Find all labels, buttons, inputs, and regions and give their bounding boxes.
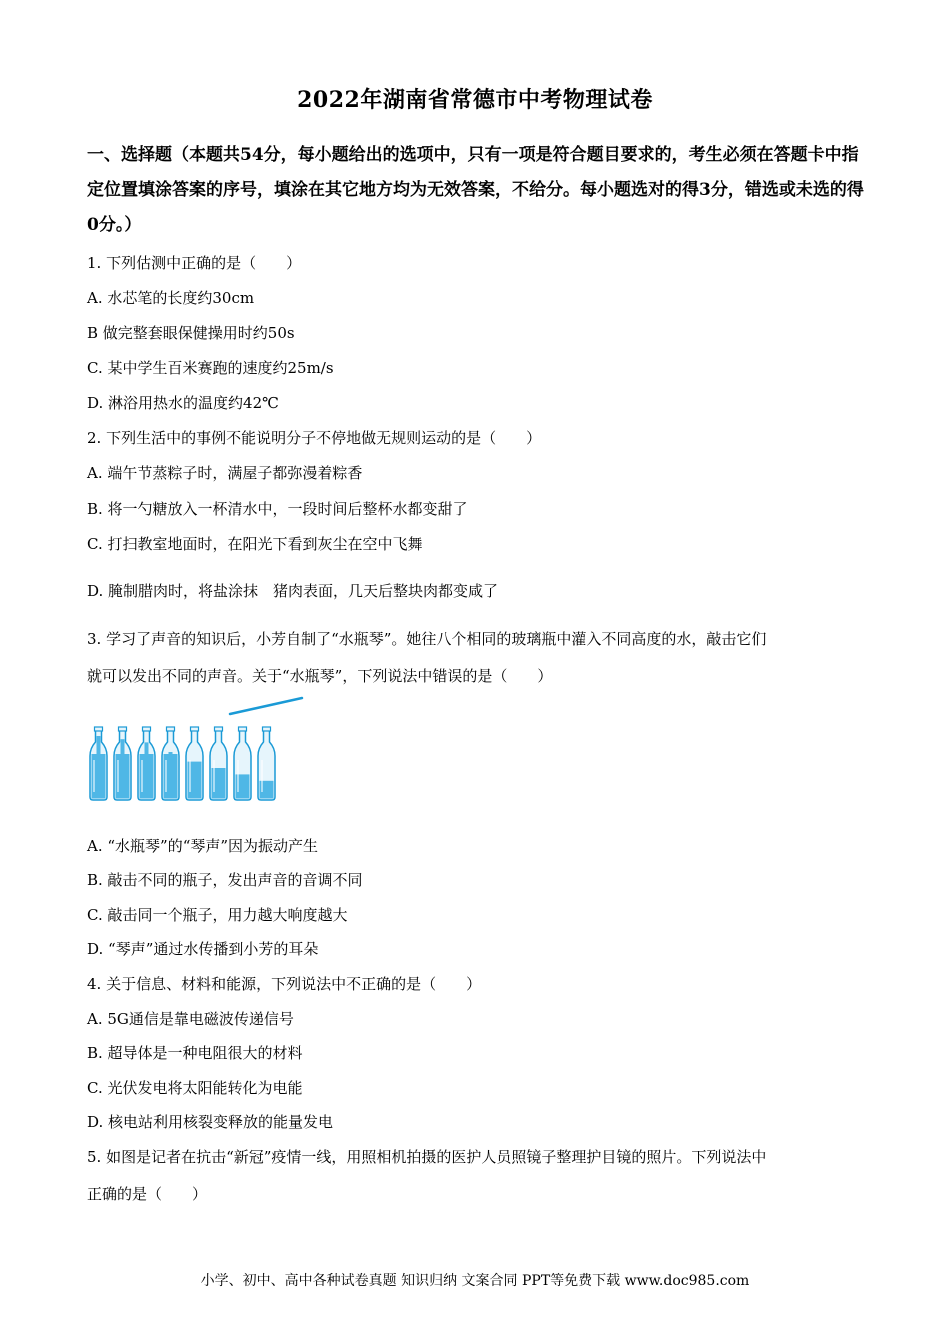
question-3-stem-line-2: 就可以发出不同的声音。关于“水瓶琴”，下列说法中错误的是（ ） <box>87 667 553 685</box>
bottle <box>138 727 155 800</box>
question-5-stem-line-2: 正确的是（ ） <box>87 1185 208 1203</box>
bottle-lip <box>239 727 247 731</box>
question-5-stem-line-1: 5. 如图是记者在抗击“新冠”疫情一线，用照相机拍摄的医护人员照镜子整理护目镜的照片。下列说法中 <box>87 1148 767 1166</box>
question-3-option-c: C. 敲击同一个瓶子，用力越大响度越大 <box>87 906 348 924</box>
bottle-lip <box>215 727 223 731</box>
bottle-neck-water <box>121 739 125 754</box>
page-footer: 小学、初中、高中各种试卷真题 知识归纳 文案合同 PPT等免费下载 www.doc985.com <box>200 1273 750 1289</box>
question-4-stem: 4. 关于信息、材料和能源，下列说法中不正确的是（ ） <box>87 975 482 993</box>
question-1-option-d: D. 淋浴用热水的温度约42℃ <box>87 394 279 412</box>
question-4-option-a: A. 5G通信是靠电磁波传递信号 <box>87 1010 294 1028</box>
bottle-lip <box>263 727 271 731</box>
bottle <box>234 727 251 800</box>
water-bottle-figure <box>87 694 317 806</box>
question-1-option-c: C. 某中学生百米赛跑的速度约25m/s <box>87 359 334 377</box>
bottle-lip <box>143 727 151 731</box>
bottle <box>210 727 227 800</box>
question-1-option-b: B 做完整套眼保健操用时约50s <box>87 324 295 342</box>
bottle <box>258 727 275 800</box>
question-2-option-b: B. 将一勺糖放入一杯清水中，一段时间后整杯水都变甜了 <box>87 500 468 518</box>
question-3-stem-line-1: 3. 学习了声音的知识后，小芳自制了“水瓶琴”。她往八个相同的玻璃瓶中灌入不同高度的水，敲击它们 <box>87 630 767 648</box>
striking-stick <box>230 698 302 714</box>
question-4-option-d: D. 核电站利用核裂变释放的能量发电 <box>87 1113 334 1131</box>
question-1-option-a: A. 水芯笔的长度约30cm <box>87 289 255 307</box>
bottle <box>186 727 203 800</box>
question-2-option-d: D. 腌制腊肉时，将盐涂抹 猪肉表面，几天后整块肉都变咸了 <box>87 582 499 600</box>
bottle <box>90 727 107 800</box>
bottle-neck-water <box>97 736 101 754</box>
question-4-option-c: C. 光伏发电将太阳能转化为电能 <box>87 1079 303 1097</box>
section-heading: 一、选择题（本题共54分，每小题给出的选项中，只有一项是符合题目要求的，考生必须在答题卡中指定位置填涂答案的序号，填涂在其它地方均为无效答案，不给分。每小题选对的得3分，错选或未选的得0分。） <box>87 145 864 235</box>
question-2-option-a: A. 端午节蒸粽子时，满屋子都弥漫着粽香 <box>87 464 363 482</box>
bottle <box>114 727 131 800</box>
bottle <box>162 727 179 800</box>
question-2-stem: 2. 下列生活中的事例不能说明分子不停地做无规则运动的是（ ） <box>87 429 542 447</box>
bottle-lip <box>119 727 127 731</box>
bottle-lip <box>191 727 199 731</box>
page-title: 2022年湖南省常德市中考物理试卷 <box>297 87 653 113</box>
bottle-lip <box>95 727 103 731</box>
question-3-option-a: A. “水瓶琴”的“琴声”因为振动产生 <box>87 837 319 855</box>
bottle-neck-water <box>169 752 173 754</box>
question-2-option-c: C. 打扫教室地面时，在阳光下看到灰尘在空中飞舞 <box>87 535 423 553</box>
question-4-option-b: B. 超导体是一种电阻很大的材料 <box>87 1044 303 1062</box>
question-1-stem: 1. 下列估测中正确的是（ ） <box>87 254 302 272</box>
question-3-option-d: D. “琴声”通过水传播到小芳的耳朵 <box>87 940 319 958</box>
question-3-option-b: B. 敲击不同的瓶子，发出声音的音调不同 <box>87 871 363 889</box>
bottle-neck-water <box>145 742 149 754</box>
bottle-lip <box>167 727 175 731</box>
